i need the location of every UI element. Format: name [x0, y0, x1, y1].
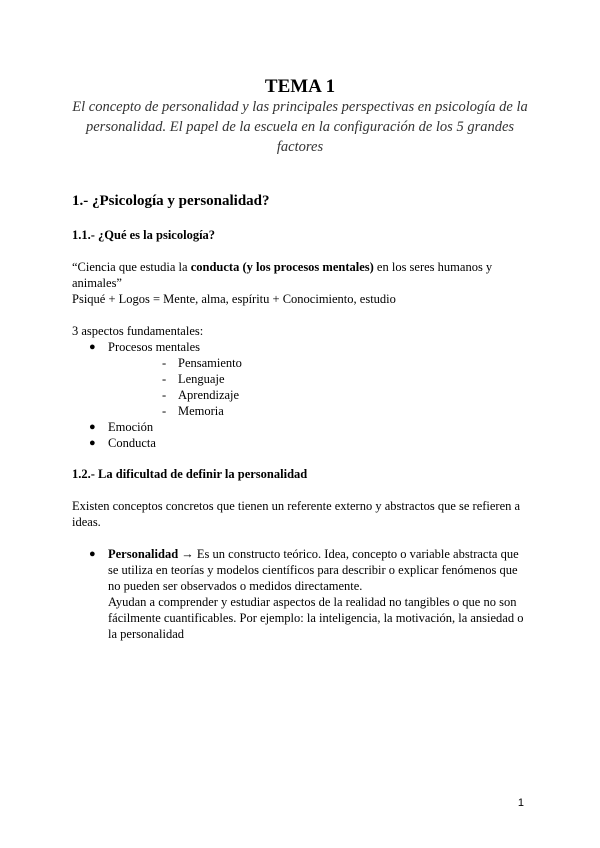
- etymology-line: Psiqué + Logos = Mente, alma, espíritu + Conocimiento, estudio: [72, 292, 396, 306]
- personalidad-definition: Es un constructo teórico. Idea, concepto o variable abstracta que se utiliza en teorías y modelos científicos para describir o explicar fenómenos que no pueden ser observados o medidos directamente.: [108, 547, 519, 593]
- list-item: - Memoria: [162, 404, 224, 418]
- bullet-dot: ●: [89, 421, 96, 433]
- concepts-intro: Existen conceptos concretos que tienen un referente externo y abstractos que se refieren a ideas.: [72, 499, 521, 529]
- subsection-heading-1-1: 1.1.- ¿Qué es la psicología?: [72, 228, 216, 242]
- aspect-conducta: Conducta: [108, 436, 156, 450]
- quote-close: en los seres humanos y animales”: [72, 260, 493, 290]
- personalidad-explanation: Ayudan a comprender y estudiar aspectos de la realidad no tangibles o que no son fácilmente cuantificables. Por ejemplo: la inteligencia, la motivación, la ansiedad o la personalidad: [108, 595, 524, 641]
- sub-item-pensamiento: Pensamiento: [178, 356, 242, 370]
- list-item: [72, 339, 528, 419]
- section-heading-1: 1.- ¿Psicología y personalidad?: [72, 193, 270, 209]
- quote-bold: conducta (y los procesos mentales): [190, 260, 374, 274]
- document-subtitle: El concepto de personalidad y las principales perspectivas en psicología de la personalidad. El papel de la escuela en la configuración de los 5 grandes factores: [72, 99, 528, 155]
- list-item: - Lenguaje: [162, 372, 225, 386]
- personalidad-body: [72, 546, 528, 642]
- bullet-dot: ●: [89, 341, 96, 353]
- aspects-intro: 3 aspectos fundamentales:: [72, 324, 204, 338]
- list-item: [72, 419, 528, 435]
- list-item: - Aprendizaje: [162, 388, 240, 402]
- document-title: TEMA 1: [264, 76, 336, 97]
- definition-quote: [72, 259, 528, 291]
- bullet-dot: ●: [89, 548, 96, 560]
- list-item: - Pensamiento: [162, 356, 242, 370]
- sub-item-aprendizaje: Aprendizaje: [178, 388, 240, 402]
- aspects-list: [72, 339, 528, 451]
- list-item: [72, 435, 528, 451]
- aspect-procesos: Procesos mentales: [108, 340, 200, 354]
- subsection-heading-1-2: 1.2.- La dificultad de definir la personalidad: [72, 467, 308, 481]
- aspect-emocion: Emoción: [108, 420, 154, 434]
- personalidad-term: Personalidad: [108, 547, 179, 561]
- personalidad-bullet: [72, 546, 528, 642]
- sub-item-lenguaje: Lenguaje: [178, 372, 225, 386]
- page-number: 1: [517, 797, 524, 809]
- arrow-separator: →: [178, 547, 197, 561]
- bullet-dot: ●: [89, 437, 96, 449]
- sub-item-memoria: Memoria: [178, 404, 224, 418]
- quote-open: “Ciencia que estudia la: [72, 260, 191, 274]
- procesos-sublist: [108, 355, 528, 419]
